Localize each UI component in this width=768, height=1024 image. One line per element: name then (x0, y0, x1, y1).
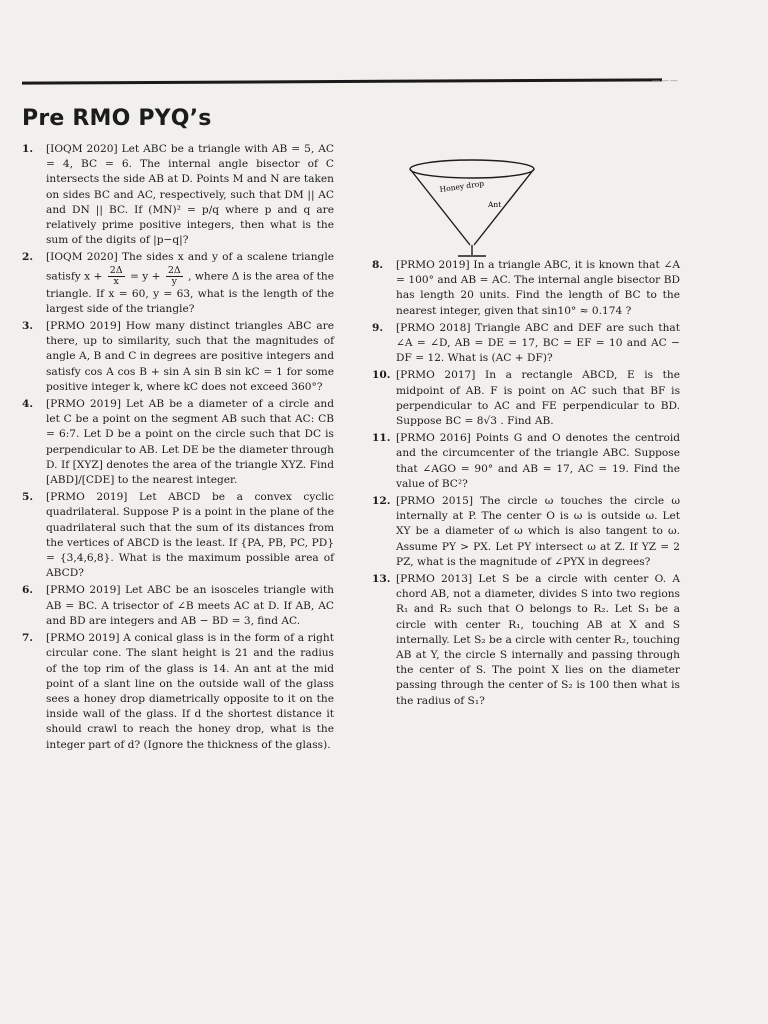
question-text: [PRMO 2013] Let S be a circle with center O. A chord AB, not a diameter, divides S into two regions R₁ and R₂ such that O belongs to R₂. Let S₁ be a circle with center R₁, touching AB at X and S internally. Let S₂ be a circle with center R₂, touching AB at Y, the circle S internally and passing through the center of S. The point X lies on the diameter passing through the center of S₂ is 100 then what is the radius of S₁? (396, 573, 680, 707)
question-text: [PRMO 2018] Triangle ABC and DEF are such that ∠A = ∠D, AB = DE = 17, BC = EF = 10 and AC − DF = 12. What is (AC + DF)? (396, 321, 680, 365)
top-rule (22, 78, 662, 84)
left-column (22, 142, 334, 755)
glass-left-wall (410, 169, 470, 245)
question-text: [PRMO 2019] Let ABCD be a convex cyclic quadrilateral. Suppose P is a point in the plane of the quadrilateral such that the sum of its distances from the vertices of ABCD is the least. If {PA, PB, PC, PD} = {3,4,6,8}. What is the maximum possible area of ABCD? (46, 491, 334, 580)
question-text: [IOQM 2020] Let ABC be a triangle with AB = 5, AC = 4, BC = 6. The internal angle bisector of C intersects the side AB at D. Points M and N are taken on sides BC and AC, respectively, such that DM || AC and DN || BC. If (MN)² = p/q where p and q are relatively prime positive integers, then what is the sum of the digits of |p−q|? (46, 143, 334, 247)
fraction-2delta-over-x (108, 266, 125, 287)
question-text: [PRMO 2017] In a rectangle ABCD, E is the midpoint of AB. F is point on AC such that BF is perpendicular to AC and FE perpendicular to BD. Suppose BC = 8√3 . Find AB. (396, 369, 680, 428)
question-number: 7. (22, 632, 34, 645)
question-2-post: , where Δ is the area of the triangle. If x = 60, y = 63, what is the length of the largest side of the triangle? (46, 270, 334, 315)
question-number: 5. (22, 491, 34, 504)
fraction-denominator: x (113, 275, 119, 287)
fraction-numerator: 2Δ (167, 264, 181, 276)
question-number: 11. (372, 432, 391, 445)
question-text: [PRMO 2019] How many distinct triangles ABC are there, up to similarity, such that the magnitudes of angle A, B and C in degrees are positive integers and satisfy cos A cos B + sin A sin B sin kC = 1 for some positive integer k, where kC does not exceed 360°? (46, 320, 334, 393)
question-text (46, 250, 334, 317)
question-number: 3. (22, 320, 34, 333)
fraction-denominator: y (171, 275, 177, 287)
question-5 (22, 490, 334, 581)
question-number: 12. (372, 495, 391, 508)
page-title: Pre RMO PYQ’s (22, 106, 212, 131)
question-12 (372, 494, 680, 570)
glass-rim (410, 160, 534, 178)
question-1 (22, 142, 334, 248)
question-text: [PRMO 2019] In a triangle ABC, it is known that ∠A = 100° and AB = AC. The internal angle bisector BD has length 20 units. Find the length of BC to the nearest integer, given that sin10° ≈ 0.174 ? (396, 259, 680, 317)
question-text: [PRMO 2019] Let ABC be an isosceles triangle with AB = BC. A trisector of ∠B meets AC at D. If AB, AC and BD are integers and AB − BD = 3, find AC. (46, 584, 334, 627)
question-number: 9. (372, 321, 384, 334)
question-8 (372, 258, 680, 319)
question-9 (372, 321, 680, 367)
question-number: 6. (22, 584, 34, 597)
conical-glass-figure (400, 155, 550, 263)
question-number: 4. (22, 398, 34, 411)
question-4 (22, 397, 334, 488)
question-number: 8. (372, 259, 384, 271)
question-number: 2. (22, 251, 34, 264)
question-2-mid: = y + (129, 270, 161, 283)
question-2 (22, 250, 334, 317)
question-number: 13. (372, 573, 391, 586)
question-number: 1. (22, 143, 34, 155)
fraction-numerator: 2Δ (109, 264, 123, 276)
question-text: [PRMO 2015] The circle ω touches the circle ω internally at P. The center O is ω is outside ω. Let XY be a diameter of ω which is also tangent to ω. Assume PY > PX. Let PY intersect ω at Z. If YZ = 2 PZ, what is the magnitude of ∠PYX in degrees? (396, 495, 680, 568)
label-honey-drop: Honey drop (439, 178, 485, 194)
question-text: [PRMO 2016] Points G and O denotes the centroid and the circumcenter of the triangle ABC. Suppose that ∠AGO = 90° and AB = 17, AC = 19. Find the value of BC²? (396, 432, 680, 490)
question-10 (372, 368, 680, 429)
question-text: [PRMO 2019] Let AB be a diameter of a circle and let C be a point on the segment AB such that AC: CB = 6:7. Let D be a point on the circle such that DC is perpendicular to AB. Let DE be the diameter through D. If [XYZ] denotes the area of the triangle XYZ. Find [ABD]/[CDE] to the nearest integer. (46, 398, 334, 487)
question-11 (372, 431, 680, 492)
question-2-pre: [IOQM 2020] The sides x and y of a scalene triangle satisfy x + (46, 251, 334, 283)
question-13 (372, 572, 680, 709)
question-number: 10. (372, 369, 391, 382)
label-ant: Ant (488, 200, 502, 209)
question-3 (22, 319, 334, 395)
question-7 (22, 631, 334, 753)
question-6 (22, 583, 334, 629)
right-column (372, 258, 680, 711)
fraction-2delta-over-y (166, 266, 183, 287)
corner-mark: ——— (652, 76, 679, 85)
question-text: [PRMO 2019] A conical glass is in the form of a right circular cone. The slant height is 21 and the radius of the top rim of the glass is 14. An ant at the mid point of a slant line on the outside wall of the glass sees a honey drop diametrically opposite to it on the inside wall of the glass. If d the shortest distance it should crawl to reach the honey drop, what is the integer part of d? (Ignore the thickness of the glass). (46, 632, 334, 751)
